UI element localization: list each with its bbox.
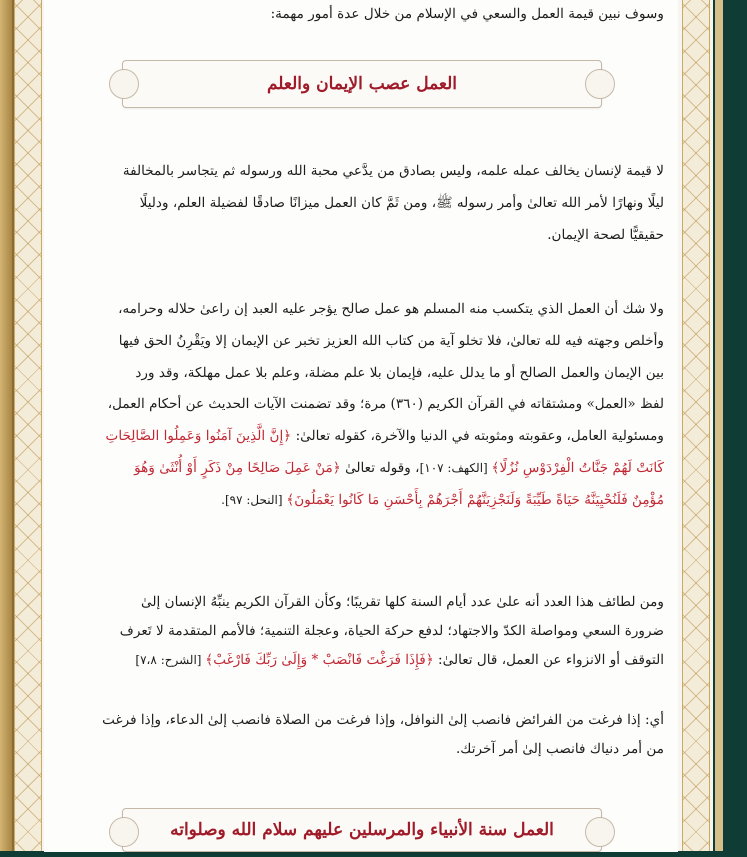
intro-line: وسوف نبين قيمة العمل والسعي في الإسلام من خلال عدة أمور مهمة: xyxy=(270,6,664,22)
paragraph-line xyxy=(58,421,664,453)
section-heading-box xyxy=(122,60,602,108)
left-ornamental-border xyxy=(14,0,42,852)
paragraph-line: أي: إذا فرغت من الفرائض فانصب إلىٰ النوافل، وإذا فرغت من الصلاة فانصب إلىٰ الدعاء، وإذا فرغت xyxy=(102,712,664,728)
line-text: ومسئولية العامل، وعقوبته ومثوبته في الدنيا والآخرة، كقوله تعالىٰ: xyxy=(291,428,664,445)
paragraph-line: ولا شك أن العمل الذي يتكسب منه المسلم هو عمل صالح يؤجر عليه العبد إن راعىٰ حلاله وحرامه، xyxy=(118,301,664,317)
quran-verse: ﴿فَإِذَا فَرَغْتَ فَانْصَبْ * وَإِلَىٰ رَبِّكَ فَارْغَبْ﴾ xyxy=(205,652,434,668)
paragraph-1 xyxy=(58,155,664,251)
page-content xyxy=(44,0,678,852)
heading-cap-right xyxy=(585,69,615,99)
quran-verse: كَانَتْ لَهُمْ جَنَّاتُ الْفِرْدَوْسِ نُزُلًا﴾ xyxy=(491,459,664,476)
paragraph-line xyxy=(58,453,664,485)
quran-verse: ﴿إِنَّ الَّذِينَ آمَنُوا وَعَمِلُوا الصَّالِحَاتِ xyxy=(105,428,292,445)
line-text: ، وقوله تعالىٰ xyxy=(340,459,420,476)
line-text: التوقف أو الانزواء عن العمل، قال تعالىٰ: xyxy=(433,652,664,668)
section-heading: العمل عصب الإيمان والعلم xyxy=(266,74,458,94)
paragraph-3 xyxy=(58,588,664,675)
paragraph-line xyxy=(58,646,664,675)
paragraph-2 xyxy=(58,294,664,517)
paragraph-line: بين الإيمان والعمل الصالح أو ما يدلل عليه، فإيمان بلا علم مضلة، وعلم بلا عمل مهلكة، وقد ورد xyxy=(135,364,664,381)
paragraph-line xyxy=(58,485,664,517)
heading-cap-left xyxy=(109,69,139,99)
paragraph-4 xyxy=(58,706,664,764)
section-heading-2: العمل سنة الأنبياء والمرسلين عليهم سلام الله وصلواته xyxy=(170,820,554,840)
paragraph-line: ضرورة السعي ومواصلة الكدّ والاجتهاد؛ لدفع حركة الحياة، وعجلة التنمية؛ فالأمم المتقدمة لا تَعرف xyxy=(119,623,664,639)
verse-reference: [الكهف: ١٠٧] xyxy=(419,460,492,475)
paragraph-line: حقيقيًّا لصحة الإيمان. xyxy=(547,227,664,243)
left-page-edge xyxy=(0,0,14,857)
right-ornamental-border xyxy=(682,0,710,852)
verse-reference: [النحل: ٩٧]. xyxy=(221,492,287,507)
paragraph-line: ومن لطائف هذا العدد أنه علىٰ عدد أيام السنة كلها تقريبًا؛ وكأن القرآن الكريم ينبِّهُ الإنسان إلىٰ xyxy=(141,594,664,610)
paragraph-line: من أمر دنياك فانصب إلىٰ أمر آخرتك. xyxy=(455,741,664,757)
paragraph-line: لفظ «العمل» ومشتقاته في القرآن الكريم (٣٦٠) مرة؛ وقد تضمنت الآيات الحديث عن أحكام العمل، xyxy=(107,396,664,413)
paragraph-line: لا قيمة لإنسان يخالف عمله علمه، وليس بصادق من يدَّعي محبة الله ورسوله ثم يتجاسر بالمخالفة xyxy=(122,163,664,179)
section-heading-box-2 xyxy=(122,808,602,852)
paragraph-line: وأخلص وجهته فيه لله تعالىٰ، فلا تخلو آية من كتاب الله العزيز تخبر عن الإيمان إلا ويَقْرِنُ الحق فيها xyxy=(118,332,664,349)
quran-verse: مُؤْمِنٌ فَلَنُحْيِيَنَّهُ حَيَاةً طَيِّبَةً وَلَنَجْزِيَنَّهُمْ أَجْرَهُمْ بِأَحْسَنِ مَا كَانُوا يَعْمَلُونَ﴾ xyxy=(286,491,664,508)
heading-cap-left xyxy=(109,817,139,847)
quran-verse: ﴿مَنْ عَمِلَ صَالِحًا مِنْ ذَكَرٍ أَوْ أُنْثَىٰ وَهُوَ xyxy=(134,459,341,476)
heading-cap-right xyxy=(585,817,615,847)
paragraph-line: ليلًا ونهارًا لأمر الله تعالىٰ وأمر رسوله ﷺ، ومن ثَمَّ كان العمل ميزانًا صادقًا لفضيلة العلم، ودليلًا xyxy=(139,195,664,211)
right-binding-strip xyxy=(713,0,747,857)
verse-reference: [الشرح: ٧،٨] xyxy=(135,653,206,667)
